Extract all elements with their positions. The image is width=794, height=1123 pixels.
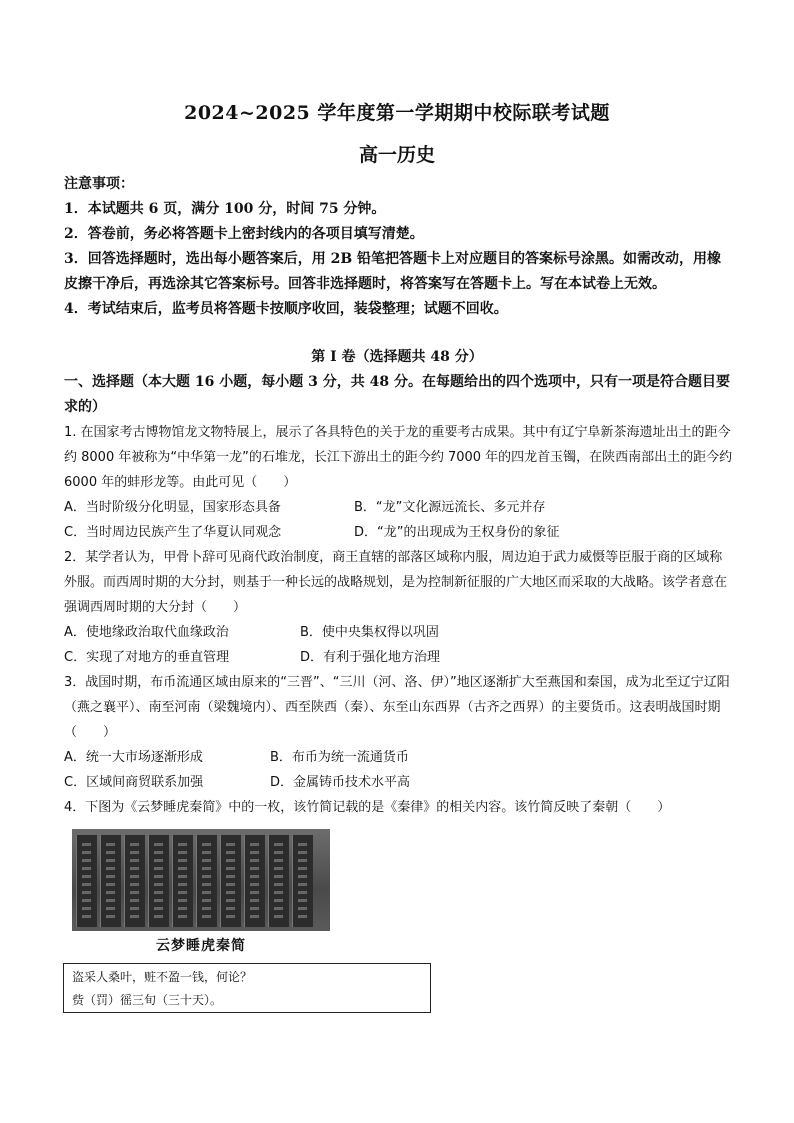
question-1-stem: 1. 在国家考古博物馆龙文物特展上，展示了各具特色的关于龙的重要考古成果。其中有辽宁阜新茶海遗址出土的距今约 8000 年被称为“中华第一龙”的石堆龙，长江下游出土的距今约 7000 年的四龙首玉镯，在陕西南部出土的距今约 6000 年的蚌形龙等。由此可见（ ） xyxy=(64,425,733,490)
question-1-options-row xyxy=(64,495,734,520)
question-2-stem: 2．某学者认为，甲骨卜辞可见商代政治制度，商王直辖的部落区域称内服，周边迫于武力威慑等臣服于商的区域称外服。而西周时期的大分封，则基于一种长远的战略规划，是为控制新征服的广大地区而采取的大战略。该学者意在强调西周时期的大分封（ ） xyxy=(64,550,728,615)
instruction-item: 3．回答选择题时，选出每小题答案后，用 2B 铅笔把答题卡上对应题目的答案标号涂黑。如需改动，用橡皮擦干净后，再选涂其它答案标号。回答非选择题时，将答案写在答题卡上。写在本试卷上无效。 xyxy=(64,251,722,292)
option-d: D．金属铸币技术水平高 xyxy=(270,775,411,790)
option-b: B．使中央集权得以巩固 xyxy=(300,625,439,640)
option-d: D．“龙”的出现成为王权身份的象征 xyxy=(354,525,560,540)
option-a: A．统一大市场逐渐形成 xyxy=(64,750,203,765)
question-2-options-row xyxy=(64,620,734,645)
question-1-options-row xyxy=(64,520,734,545)
exam-subject: 高一历史 xyxy=(358,144,435,166)
question-3-options-row xyxy=(64,770,734,795)
section-heading: 第 I 卷（选择题共 48 分） xyxy=(311,349,483,365)
part-heading: 一、选择题（本大题 16 小题，每小题 3 分，共 48 分。在每题给出的四个选项中，只有一项是符合题目要求的） xyxy=(64,374,730,415)
option-b: B．“龙”文化源远流长、多元并存 xyxy=(354,500,546,515)
option-a: A．使地缘政治取代血缘政治 xyxy=(64,625,229,640)
option-c: C．当时周边民族产生了华夏认同观念 xyxy=(64,525,282,540)
question-2-options-row xyxy=(64,645,734,670)
question-3-stem: 3．战国时期，布币流通区域由原来的“三晋”、“三川（河、洛、伊）”地区逐渐扩大至燕国和秦国，成为北至辽宁辽阳（燕之襄平）、南至河南（梁魏境内）、西至陕西（秦）、东至山东西界（古齐之西界）的主要货币。这表明战国时期（ ） xyxy=(64,675,730,740)
option-a: A．当时阶级分化明显，国家形态具备 xyxy=(64,500,281,515)
exam-title: 2024~2025 学年度第一学期期中校际联考试题 xyxy=(184,102,610,124)
instruction-item: 1．本试题共 6 页，满分 100 分，时间 75 分钟。 xyxy=(64,201,386,217)
figure-caption: 云梦睡虎秦简 xyxy=(156,938,246,954)
option-b: B．布币为统一流通货币 xyxy=(270,750,409,765)
instruction-item: 4．考试结束后，监考员将答题卡按顺序收回，装袋整理；试题不回收。 xyxy=(64,301,508,317)
question-3-options-row xyxy=(64,745,734,770)
quote-line: 赀（罚）徭三旬（三十天）。 xyxy=(72,993,223,1007)
question-4-stem: 4．下图为《云梦睡虎秦简》中的一枚，该竹简记载的是《秦律》的相关内容。该竹简反映了秦朝（ ） xyxy=(64,800,671,815)
instruction-item: 2．答卷前，务必将答题卡上密封线内的各项目填写清楚。 xyxy=(64,226,424,242)
instructions-heading: 注意事项： xyxy=(64,176,134,192)
questions xyxy=(64,420,734,820)
instructions xyxy=(64,172,734,322)
option-c: C．实现了对地方的垂直管理 xyxy=(64,650,230,665)
bamboo-slips-photo xyxy=(72,829,330,931)
quote-line: 盗采人桑叶，赃不盈一钱，何论？ xyxy=(72,970,253,984)
quote-box xyxy=(63,963,431,1013)
option-c: C．区域间商贸联系加强 xyxy=(64,775,204,790)
option-d: D．有利于强化地方治理 xyxy=(300,650,441,665)
